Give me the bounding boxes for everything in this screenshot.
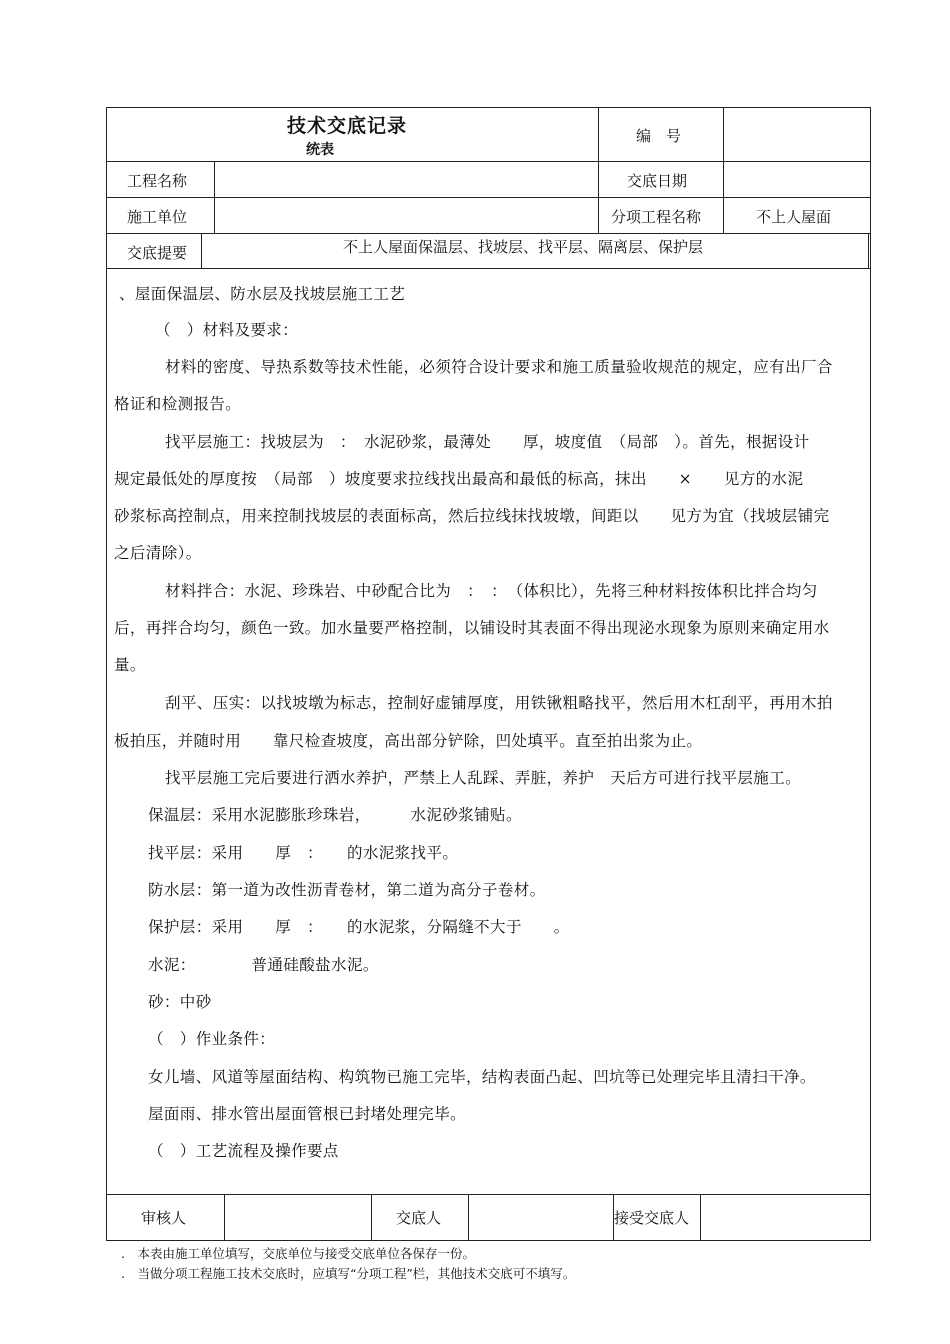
paragraph-line: 女儿墙、风道等屋面结构、构筑物已施工完毕，结构表面凸起、凹坑等已处理完毕且清扫干净。 (148, 1068, 816, 1086)
paragraph-line: 保温层：采用水泥膨胀珍珠岩， 水泥砂浆铺贴。 (148, 806, 522, 824)
summary-label: 交底提要 (127, 244, 188, 262)
paragraph-line: 之后清除）。 (114, 544, 202, 562)
discloser-signature[interactable] (475, 1207, 607, 1229)
subproject-label: 分项工程名称 (611, 208, 702, 226)
paragraph-line: 格证和检测报告。 (114, 395, 242, 413)
paragraph-line: 水泥： 普通硅酸盐水泥。 (148, 956, 379, 974)
unit-label: 施工单位 (127, 208, 188, 226)
paragraph-line: 刮平、压实：以找坡墩为标志，控制好虚铺厚度，用铁锹粗略找平，然后用木杠刮平，再用木拍 (165, 694, 833, 712)
paragraph-line: 屋面雨、排水管出屋面管根已封堵处理完毕。 (148, 1105, 467, 1123)
unit-value[interactable] (222, 206, 592, 228)
number-value[interactable] (730, 125, 860, 147)
subproject-value: 不上人屋面 (756, 208, 832, 226)
paragraph-line: 后，再拌合均匀，颜色一致。加水量要严格控制，以铺设时其表面不得出现泌水现象为原则来确定用水 (114, 619, 830, 637)
subsection-process: （ ）工艺流程及操作要点 (148, 1142, 339, 1160)
summary-value: 不上人屋面保温层、找坡层、找平层、隔离层、保护层 (343, 238, 704, 256)
receiver-signature[interactable] (706, 1207, 864, 1229)
date-value[interactable] (730, 170, 860, 192)
project-name-label: 工程名称 (127, 172, 188, 190)
project-name-value[interactable] (222, 170, 592, 192)
subsection-conditions: （ ）作业条件： (148, 1030, 276, 1048)
paragraph-line: 砂：中砂 (148, 993, 212, 1011)
document-subtitle: 统表 (306, 142, 334, 158)
paragraph-line: 量。 (114, 656, 146, 674)
receiver-label: 接受交底人 (614, 1209, 690, 1227)
document-title: 技术交底记录 (287, 115, 408, 137)
paragraph-line: 找平层施工：找坡层为 ： 水泥砂浆，最薄处 厚，坡度值 （局部 ）。首先，根据设计 (165, 433, 810, 451)
number-label: 编 号 (636, 127, 682, 145)
paragraph-line: 找平层施工完后要进行洒水养护，严禁上人乱踩、弄脏，养护 天后方可进行找平层施工。 (165, 769, 802, 787)
paragraph-line: 砂浆标高控制点，用来控制找坡层的表面标高，然后拉线抹找坡墩，间距以 见方为宜（找坡层铺完 (114, 507, 830, 525)
footnote-1: . 本表由施工单位填写，交底单位与接受交底单位各保存一份。 (121, 1246, 475, 1261)
paragraph-line: 板拍压，并随时用 靠尺检查坡度，高出部分铲除，凹处填平。直至拍出浆为止。 (114, 732, 703, 750)
subsection-materials: （ ）材料及要求： (155, 321, 299, 339)
paragraph-line: 材料的密度、导热系数等技术性能，必须符合设计要求和施工质量验收规范的规定，应有出厂合 (165, 358, 833, 376)
reviewer-signature[interactable] (230, 1207, 365, 1229)
paragraph-line: 防水层：第一道为改性沥青卷材，第二道为高分子卷材。 (148, 881, 546, 899)
paragraph-line: 规定最低处的厚度按 （局部 ）坡度要求拉线找出最高和最低的标高，抹出 × 见方的水泥 (114, 470, 804, 488)
date-label: 交底日期 (627, 172, 688, 190)
discloser-label: 交底人 (396, 1209, 442, 1227)
paragraph-line: 保护层：采用 厚 ： 的水泥浆，分隔缝不大于 。 (148, 918, 570, 936)
paragraph-line: 找平层：采用 厚 ： 的水泥浆找平。 (148, 844, 459, 862)
section-heading: 、屋面保温层、防水层及找坡层施工工艺 (119, 285, 406, 303)
reviewer-label: 审核人 (141, 1209, 187, 1227)
footnote-2: . 当做分项工程施工技术交底时，应填写“分项工程”栏，其他技术交底可不填写。 (121, 1266, 576, 1281)
paragraph-line: 材料拌合：水泥、珍珠岩、中砂配合比为 ： ： （体积比），先将三种材料按体积比拌合均匀 (165, 582, 818, 600)
